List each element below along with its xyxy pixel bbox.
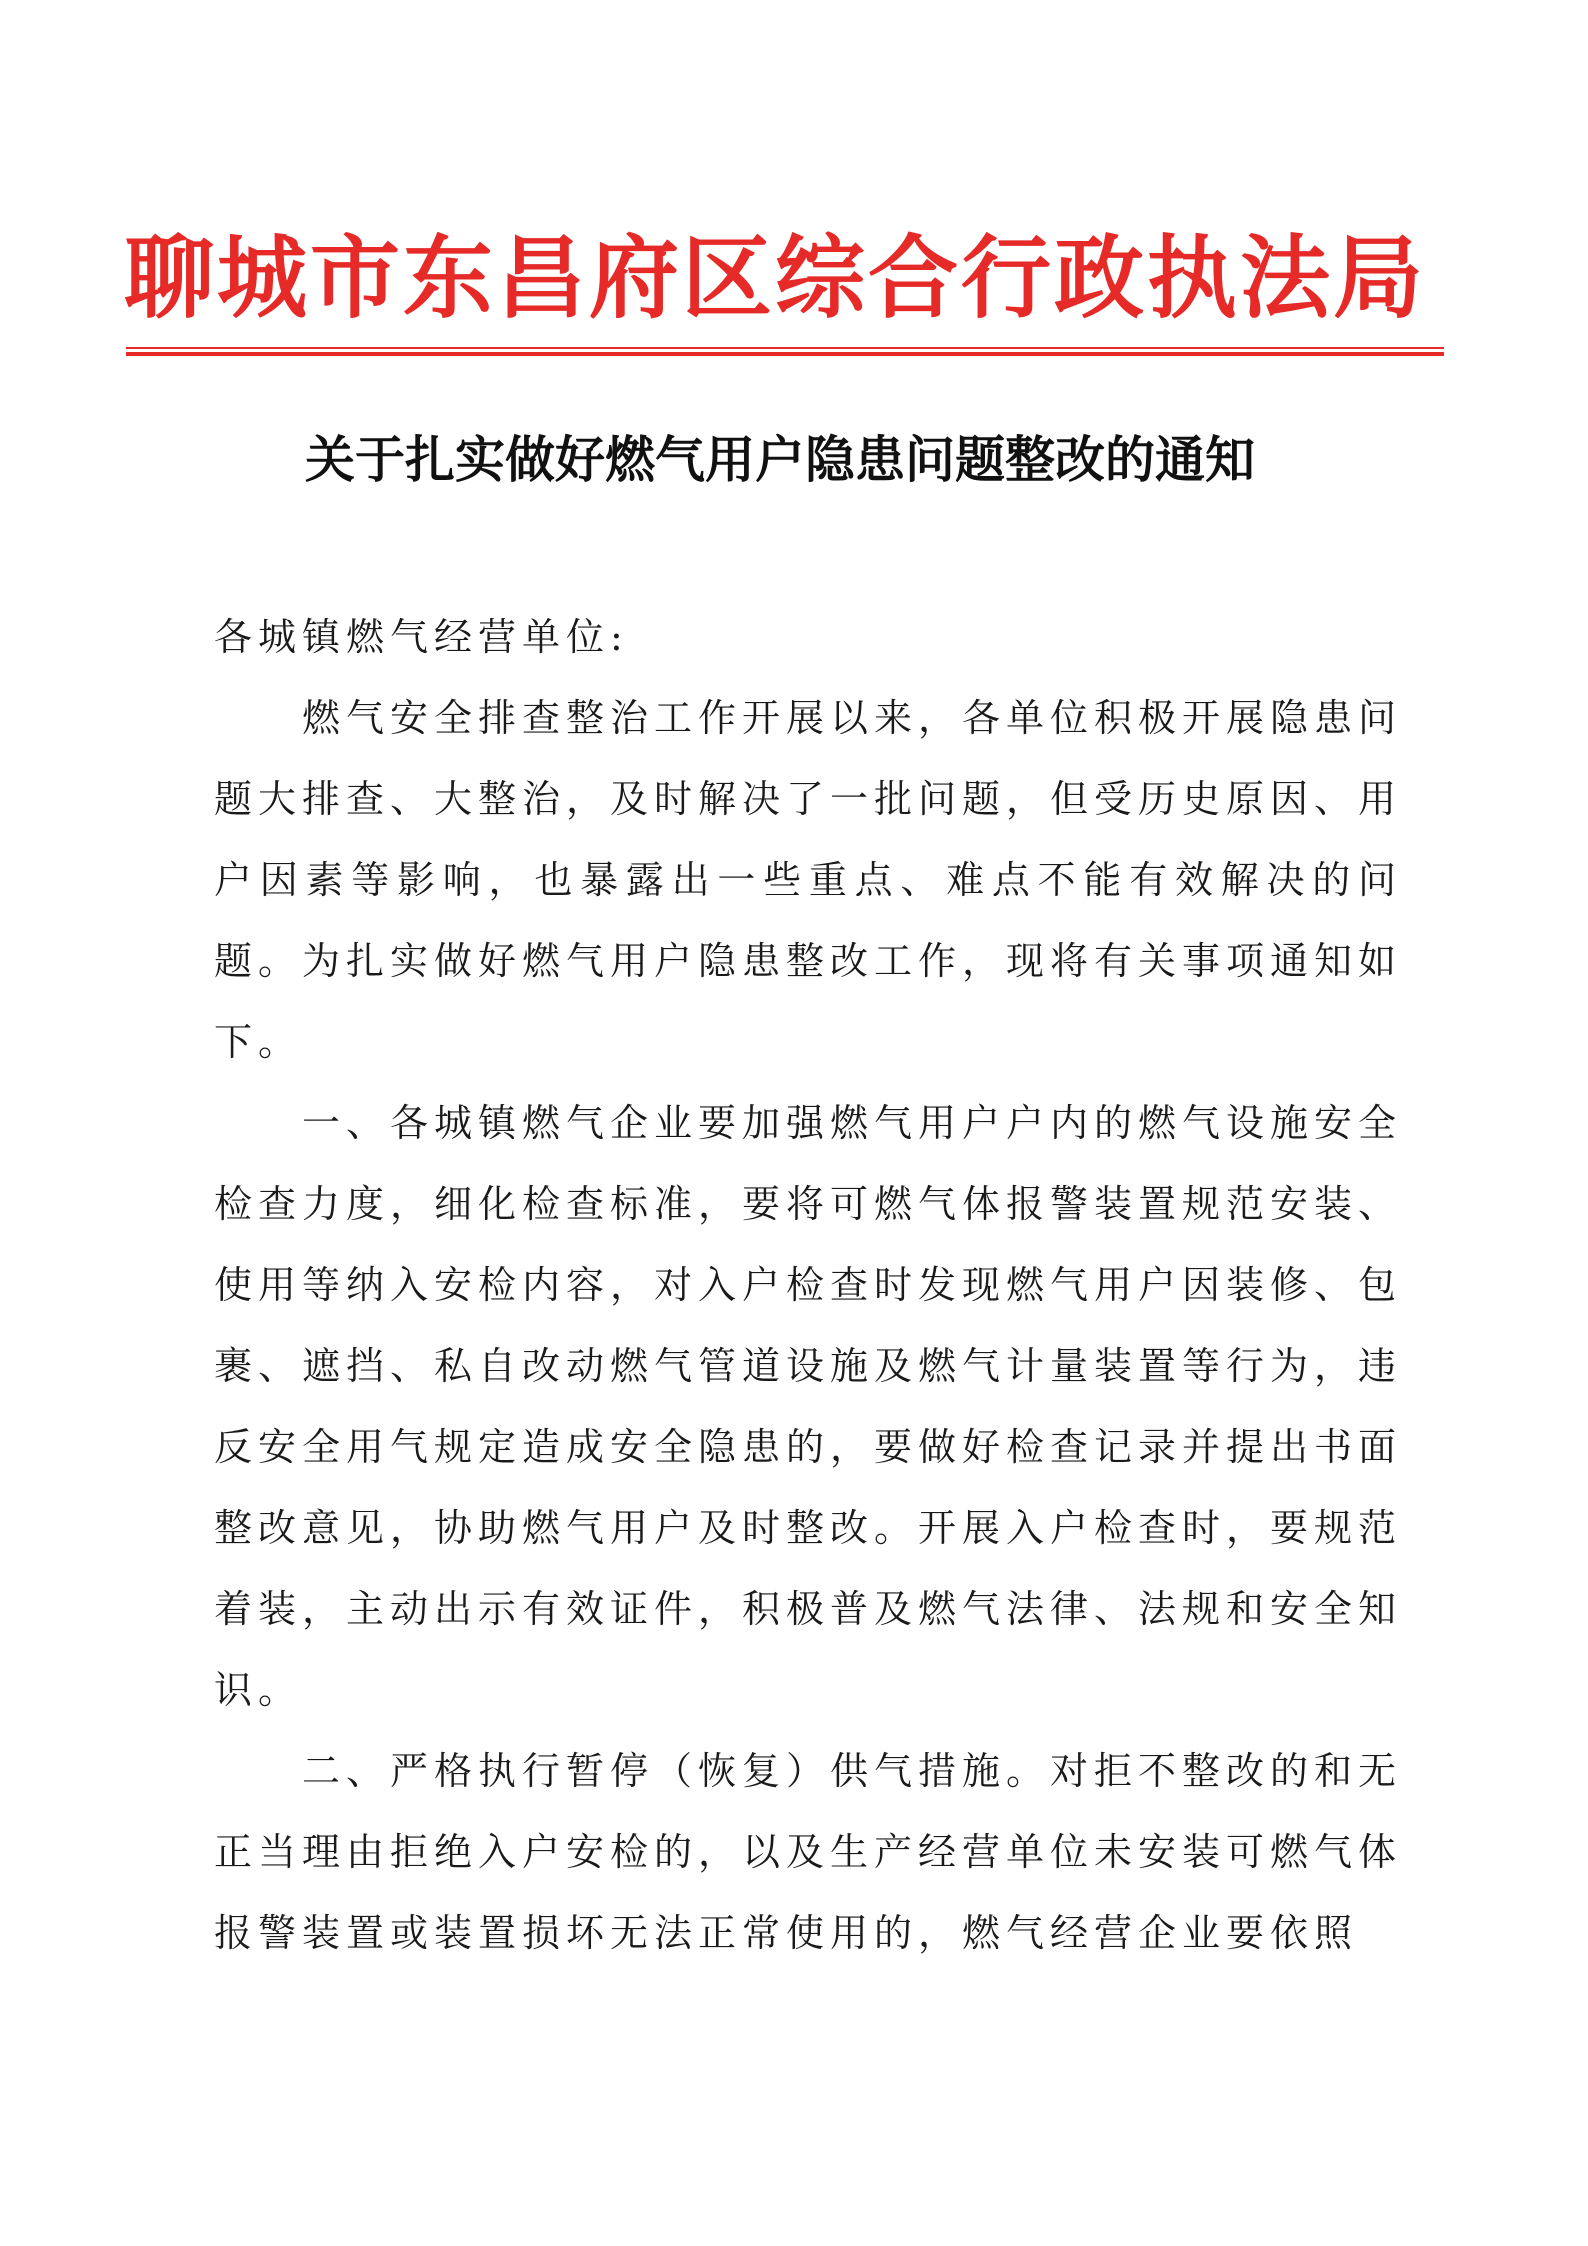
document-body	[214, 678, 1402, 1974]
paragraph-intro: 燃气安全排查整治工作开展以来，各单位积极开展隐患问题大排查、大整治，及时解决了一批问题，但受历史原因、用户因素等影响，也暴露出一些重点、难点不能有效解决的问题。为扎实做好燃气用户隐患整改工作，现将有关事项通知如下。	[214, 696, 1403, 1064]
salutation: 各城镇燃气经营单位:	[214, 615, 629, 659]
document-title: 关于扎实做好燃气用户隐患问题整改的通知	[305, 430, 1255, 489]
paragraph-item-2: 二、严格执行暂停（恢复）供气措施。对拒不整改的和无正当理由拒绝入户安检的，以及生产经营单位未安装可燃气体报警装置或装置损坏无法正常使用的，燃气经营企业要依照	[214, 1749, 1403, 1955]
issuing-organization-header: 聊城市东昌府区综合行政执法局	[124, 225, 1426, 331]
header-divider-thin	[126, 347, 1444, 349]
header-divider-thick	[126, 352, 1444, 356]
paragraph-item-1: 一、各城镇燃气企业要加强燃气用户户内的燃气设施安全检查力度，细化检查标准，要将可燃气体报警装置规范安装、使用等纳入安检内容，对入户检查时发现燃气用户因装修、包裹、遮挡、私自改动燃气管道设施及燃气计量装置等行为，违反安全用气规定造成安全隐患的，要做好检查记录并提出书面整改意见，协助燃气用户及时整改。开展入户检查时，要规范着装，主动出示有效证件，积极普及燃气法律、法规和安全知识。	[214, 1101, 1403, 1712]
